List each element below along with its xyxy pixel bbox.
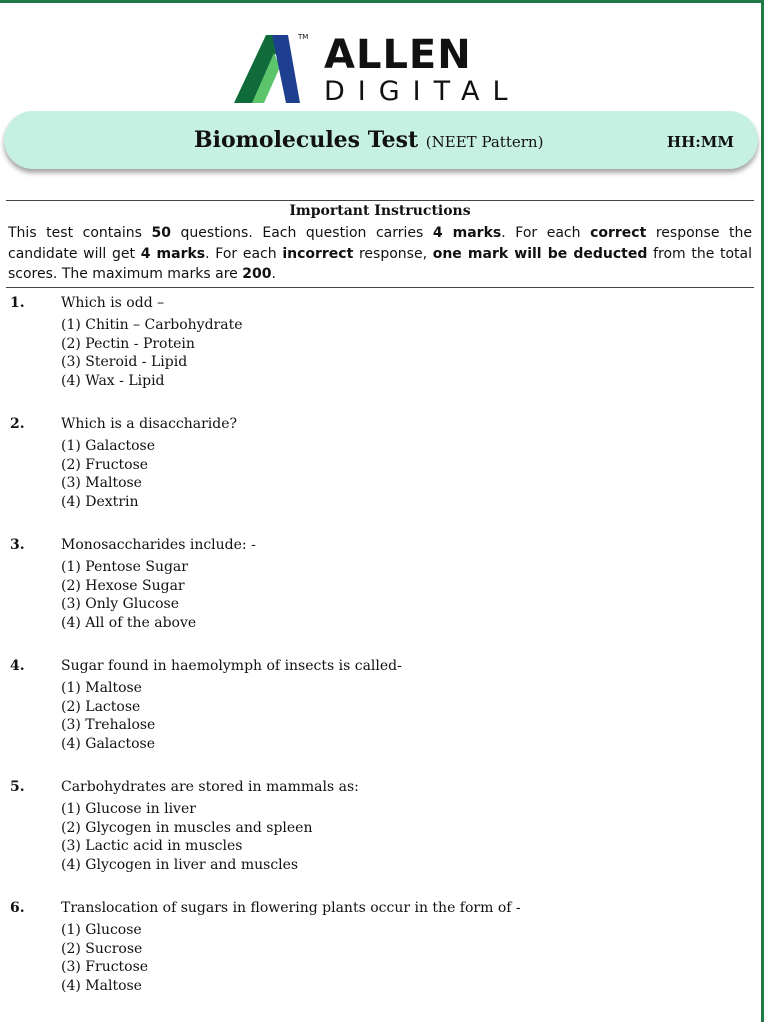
instruction-emphasis: 50 <box>151 225 171 241</box>
answer-option: (3) Maltose <box>61 475 142 492</box>
answer-option: (2) Pectin - Protein <box>61 335 195 352</box>
question-item <box>0 537 760 658</box>
question-text: Which is a disaccharide? <box>61 416 238 432</box>
divider-instructions <box>6 287 754 288</box>
option-list <box>61 437 155 512</box>
question-number: 5. <box>10 779 25 795</box>
answer-option: (4) Maltose <box>61 978 142 995</box>
title-banner <box>4 111 758 169</box>
answer-option: (1) Maltose <box>61 680 142 696</box>
instructions-heading: Important Instructions <box>289 203 471 219</box>
option-list <box>61 316 243 391</box>
divider-top <box>6 200 754 201</box>
instruction-segment: from the total scores. The maximum marks are <box>8 245 753 282</box>
instruction-emphasis: 4 marks <box>140 245 206 262</box>
answer-option: (2) Hexose Sugar <box>61 577 185 594</box>
question-item <box>0 416 760 537</box>
answer-option: (4) Dextrin <box>61 494 139 511</box>
answer-option: (1) Glucose <box>61 922 142 938</box>
option-list <box>61 558 196 633</box>
brand-tagline: DIGITAL <box>324 76 521 107</box>
answer-option: (3) Lactic acid in muscles <box>61 838 243 855</box>
instruction-segment: This test contains <box>8 225 152 241</box>
instruction-emphasis: 200 <box>242 266 272 282</box>
instruction-emphasis: incorrect <box>282 245 354 262</box>
question-text: Carbohydrates are stored in mammals as: <box>61 779 359 795</box>
question-item <box>0 900 760 1021</box>
answer-option: (3) Fructose <box>61 959 149 976</box>
option-list <box>61 921 148 996</box>
question-number: 4. <box>10 658 25 674</box>
question-number: 1. <box>10 295 25 311</box>
option-list <box>61 679 155 754</box>
question-number: 6. <box>10 900 25 916</box>
answer-option: (3) Steroid - Lipid <box>61 354 188 371</box>
test-title-block <box>194 127 543 153</box>
answer-option: (2) Glycogen in muscles and spleen <box>61 819 313 836</box>
answer-option: (1) Glucose in liver <box>61 801 196 817</box>
instruction-emphasis: correct <box>590 225 647 241</box>
instruction-segment: questions. Each question carries <box>170 225 433 241</box>
question-item <box>0 658 760 779</box>
question-text: Which is odd – <box>61 295 165 311</box>
instructions-text <box>8 223 752 285</box>
instruction-emphasis: 4 marks <box>432 225 502 241</box>
answer-option: (1) Chitin – Carbohydrate <box>61 317 243 333</box>
brand-name: ALLEN <box>324 32 472 78</box>
allen-digital-logo <box>232 33 532 105</box>
answer-option: (4) Glycogen in liver and muscles <box>61 857 299 874</box>
question-item <box>0 295 760 416</box>
answer-option: (2) Fructose <box>61 456 149 473</box>
test-title: Biomolecules Test <box>194 127 419 153</box>
question-number: 3. <box>10 537 25 553</box>
answer-option: (2) Sucrose <box>61 940 143 957</box>
question-list <box>0 295 760 1021</box>
instruction-segment: . For each <box>205 245 283 262</box>
answer-option: (3) Only Glucose <box>61 596 180 613</box>
answer-option: (1) Pentose Sugar <box>61 559 188 575</box>
question-item <box>0 779 760 900</box>
answer-option: (3) Trehalose <box>61 717 156 734</box>
option-list <box>61 800 312 875</box>
question-number: 2. <box>10 416 25 432</box>
answer-option: (4) All of the above <box>61 615 197 632</box>
question-text: Translocation of sugars in flowering plants occur in the form of - <box>61 900 521 916</box>
test-subtitle: (NEET Pattern) <box>425 133 544 151</box>
instruction-segment: response, <box>353 245 433 262</box>
instruction-segment: . For each <box>501 225 591 241</box>
question-text: Monosaccharides include: - <box>61 537 256 553</box>
instruction-emphasis: one mark will be deducted <box>432 245 648 262</box>
trademark-mark: TM <box>298 33 309 41</box>
answer-option: (1) Galactose <box>61 438 156 454</box>
answer-option: (2) Lactose <box>61 698 141 715</box>
question-text: Sugar found in haemolymph of insects is called- <box>61 658 402 674</box>
instruction-segment: response the candidate will get <box>8 225 752 262</box>
answer-option: (4) Wax - Lipid <box>61 373 165 390</box>
allen-a-logo-icon <box>232 33 302 105</box>
answer-option: (4) Galactose <box>61 736 156 753</box>
instruction-segment: . <box>271 266 276 282</box>
test-time: HH:MM <box>666 133 734 151</box>
